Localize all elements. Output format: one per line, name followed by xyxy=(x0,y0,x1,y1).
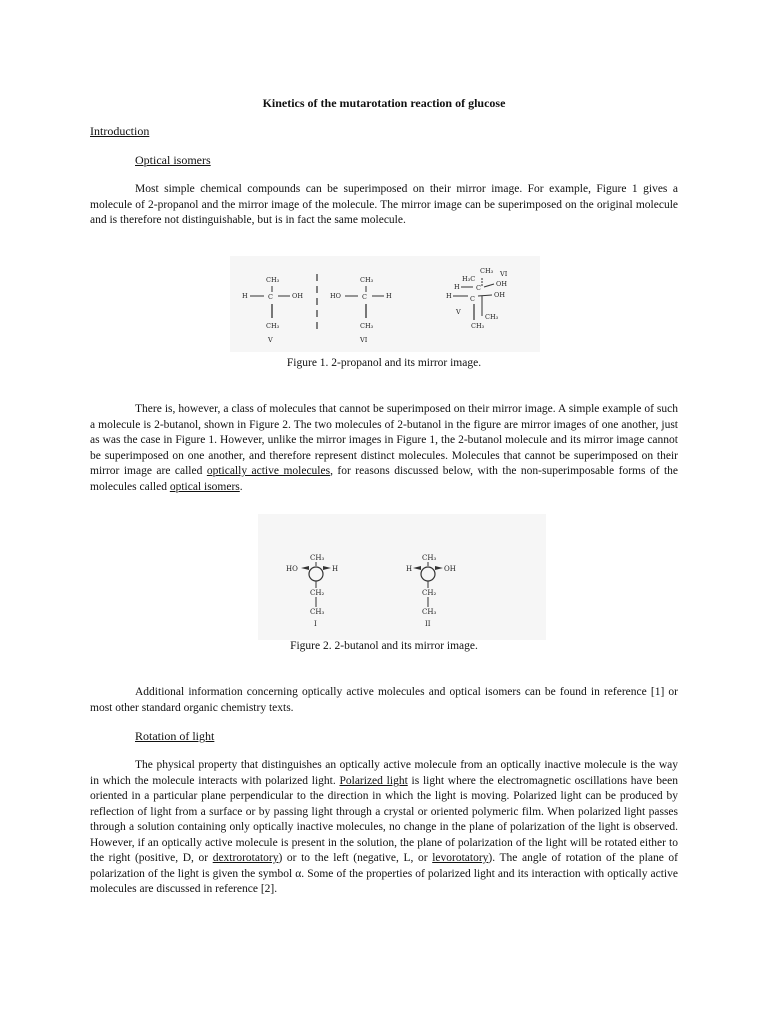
section-heading-introduction: Introduction xyxy=(90,124,150,138)
fig1-mol-v-label: V xyxy=(268,336,273,344)
fig2-mol-i-ho: HO xyxy=(286,565,298,573)
fig2-mol-i-h: H xyxy=(332,565,339,573)
fig2-mol-ii-ch3-top: CH₃ xyxy=(422,554,437,562)
fig1-overlay-v-label: V xyxy=(456,308,461,316)
fig1-mol-v-c: C xyxy=(268,293,273,301)
figure-2-background xyxy=(258,514,546,640)
fig1-overlay-ch3-top: CH₃ xyxy=(480,267,494,275)
fig1-mol-vi-ho: HO xyxy=(330,292,341,300)
fig1-mol-v-ch3-top: CH₃ xyxy=(266,276,280,284)
fig2-mol-i-ch3-top: CH₃ xyxy=(310,554,325,562)
fig1-overlay-h-2: H xyxy=(446,292,452,300)
fig1-overlay-vi-label: VI xyxy=(500,270,508,278)
term-dextrorotatory: dextrorotatory xyxy=(212,852,279,864)
figure-1-caption: Figure 1. 2-propanol and its mirror image. xyxy=(286,357,482,369)
fig1-overlay-h3c: H₃C xyxy=(462,275,476,283)
fig2-mol-i-label: I xyxy=(314,620,317,628)
subsection-heading-optical-isomers: Optical isomers xyxy=(135,153,211,167)
paragraph-optical-isomers: There is, however, a class of molecules that cannot be superimposed on their mirror image. A simple example of such a molecule is 2-butanol, shown in Figure 2. The two molecules of 2-butanol in the figure are mirror images of one another, just as was the case in Figure 1. However, unlike the mirror images in Figure 1, the 2-butanol molecule and its mirror image cannot be superimposed on one another, and therefore represent distinct molecules. Molecules that cannot be superimposed on their mirror image are called optically active molecules, for reasons discussed below, with the non-superimposable forms of the molecules called optical isomers. xyxy=(90,403,679,493)
figure-2-caption: Figure 2. 2-butanol and its mirror image. xyxy=(290,640,478,652)
fig1-mol-vi-c: C xyxy=(362,293,367,301)
fig1-overlay-oh-2: OH xyxy=(494,291,505,299)
fig1-mol-v-h: H xyxy=(242,292,248,300)
fig1-overlay-h: H xyxy=(454,283,460,291)
fig1-mol-vi-label: VI xyxy=(360,336,368,344)
paragraph-superimposable: Most simple chemical compounds can be superimposed on their mirror image. For example, Figure 1 gives a molecule of 2-propanol and the mirror image of the molecule. The mirror image can be superimposed on the original molecule and is therefore not distinguishable, but is in fact the same molecule. xyxy=(90,183,678,226)
fig2-mol-ii-ch3-bottom: CH₃ xyxy=(422,608,437,616)
term-optical-isomers: optical isomers xyxy=(169,480,240,493)
fig1-overlay-oh-1: OH xyxy=(496,280,507,288)
fig2-mol-ii-oh: OH xyxy=(444,565,456,573)
figure-2-image xyxy=(258,514,546,640)
paragraph-rotation-of-light: The physical property that distinguishes an optically active molecule from an optically inactive molecule is the way in which the molecule interacts with polarized light. Polarized light is light where the electromagnetic oscillations have been oriented in a particular plane perpendicular to the direction in which the light is moving. Polarized light can be produced by reflection of light from a surface or by passing light through a crystal or oriented polymeric film. When polarized light passes through a solution containing only optically inactive molecules, no change in the plane of polarization of the light is observed. However, if an optically active molecule is present in the solution, the plane of polarization of the light will be rotated either to the right (positive, D, or dextrorotatory) or to the left (negative, L, or levorotatory). The angle of rotation of the plane of polarization of the light is given the symbol α. Some of the properties of polarized light and its interaction with optically active molecules are discussed in reference [2]. xyxy=(90,759,678,895)
fig1-overlay-ch3-bottom: CH₃ xyxy=(471,322,485,330)
fig2-mol-ii-label: II xyxy=(425,620,431,628)
fig1-mol-vi-ch3-top: CH₃ xyxy=(360,276,374,284)
fig1-overlay-c-lower: C xyxy=(470,295,475,303)
figure-1-background xyxy=(230,256,540,352)
fig2-mol-ii-h: H xyxy=(406,565,413,573)
fig1-mol-vi-ch3-bottom: CH₃ xyxy=(360,322,374,330)
fig2-mol-i-ch2: CH₂ xyxy=(310,589,325,597)
document-title: Kinetics of the mutarotation reaction of glucose xyxy=(262,96,506,110)
fig2-mol-i-ch3-bottom: CH₃ xyxy=(310,608,325,616)
figure-2-drawing xyxy=(258,514,546,640)
term-optically-active-molecules: optically active molecules xyxy=(206,465,331,477)
figure-1-drawing xyxy=(230,256,540,352)
paragraph-additional-info: Additional information concerning optically active molecules and optical isomers can be found in reference [1] or most other standard organic chemistry texts. xyxy=(90,686,678,714)
fig1-mol-vi-h: H xyxy=(386,292,392,300)
figure-1-image xyxy=(230,256,540,352)
subsection-heading-rotation-of-light: Rotation of light xyxy=(135,729,215,743)
term-polarized-light: Polarized light xyxy=(339,774,408,787)
fig1-mol-v-oh: OH xyxy=(292,292,303,300)
fig1-mol-v-ch3-bottom: CH₃ xyxy=(266,322,280,330)
fig2-mol-ii-ch2: CH₂ xyxy=(422,589,437,597)
term-levorotatory: levorotatory xyxy=(432,852,489,864)
fig1-overlay-ch3-mid: CH₃ xyxy=(485,313,499,321)
fig1-overlay-c-upper: C xyxy=(476,284,481,292)
